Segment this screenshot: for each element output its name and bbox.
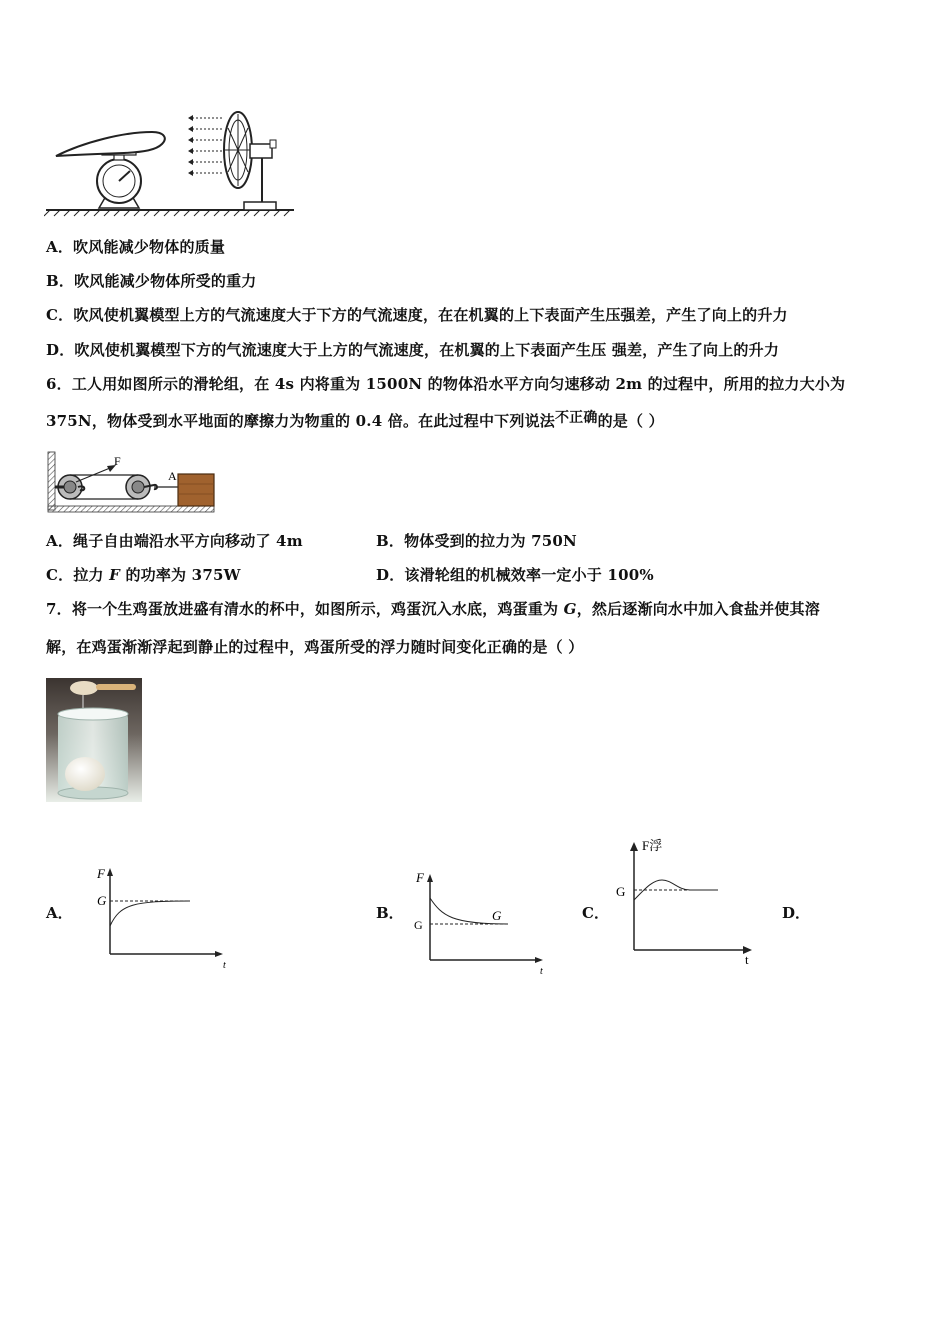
- graph-b-y-label: F: [416, 870, 424, 885]
- graph-a: [92, 864, 232, 972]
- q6-stem-part3: 的是（ ）: [597, 412, 664, 430]
- graph-b: [412, 866, 552, 978]
- q7-option-b-label: B．: [376, 904, 404, 922]
- egg-glass-figure: [46, 678, 142, 802]
- graph-a-g-label: G: [97, 893, 107, 908]
- graph-a-x-label: t: [223, 960, 226, 971]
- q6-option-c-suffix: 的功率为 375W: [120, 566, 241, 584]
- graph-b-x-label: t: [540, 966, 543, 977]
- q6-option-b: B．物体受到的拉力为 750N: [376, 532, 577, 550]
- graph-c-y-label: F浮: [642, 838, 663, 853]
- graph-a-y-label: F: [97, 866, 105, 881]
- graph-c-g-label: G: [616, 884, 626, 899]
- q6-option-c-var: F: [109, 566, 121, 584]
- q7-option-c-label: C．: [582, 904, 609, 922]
- wing-fan-figure: [44, 108, 296, 218]
- q6-stem-line2: [46, 410, 664, 431]
- q6-option-a: A．绳子自由端沿水平方向移动了 4m: [46, 532, 303, 550]
- q7-stem-part1: 7．将一个生鸡蛋放进盛有清水的杯中，如图所示，鸡蛋沉入水底，鸡蛋重为: [46, 600, 564, 618]
- graph-b-g-label-left: G: [414, 918, 423, 932]
- graph-c: [614, 834, 764, 970]
- q6-stem-part1: 375N，物体受到水平地面的摩擦力为物重的 0.4 倍。在此过程中下列说法: [46, 412, 555, 430]
- q6-option-c-prefix: C．拉力: [46, 566, 110, 584]
- graph-c-x-label: t: [745, 952, 749, 967]
- q7-stem-line2: 解，在鸡蛋渐渐浮起到静止的过程中，鸡蛋所受的浮力随时间变化正确的是（ ）: [46, 638, 584, 656]
- q7-option-a-label: A．: [46, 904, 73, 922]
- q6-option-d: D．该滑轮组的机械效率一定小于 100%: [376, 566, 654, 584]
- q5-option-d: D．吹风使机翼模型下方的气流速度大于上方的气流速度，在机翼的上下表面产生压 强差，产生了向上的升力: [46, 341, 780, 359]
- q5-option-b: B．吹风能减少物体所受的重力: [46, 272, 257, 290]
- pulley-figure: [46, 450, 218, 514]
- q5-option-a: A．吹风能减少物体的质量: [46, 238, 226, 256]
- q6-stem-line1: 6．工人用如图所示的滑轮组，在 4s 内将重为 1500N 的物体沿水平方向匀速移动 2m 的过程中，所用的拉力大小为: [46, 375, 846, 393]
- q6-option-c: [46, 564, 241, 585]
- q7-stem-line1: [46, 598, 820, 619]
- q7-stem-part2: ，然后逐渐向水中加入食盐并使其溶: [576, 600, 820, 618]
- q5-option-c: C．吹风使机翼模型上方的气流速度大于下方的气流速度，在在机翼的上下表面产生压强差，产生了向上的升力: [46, 306, 788, 324]
- pulley-force-label: F: [114, 454, 121, 468]
- q6-stem-emphasis: 不正确: [554, 410, 598, 426]
- pulley-object-label: A: [168, 469, 177, 483]
- q7-option-d-label: D．: [782, 904, 811, 922]
- q7-stem-var: G: [563, 600, 577, 618]
- graph-b-g-label-right: G: [492, 908, 502, 923]
